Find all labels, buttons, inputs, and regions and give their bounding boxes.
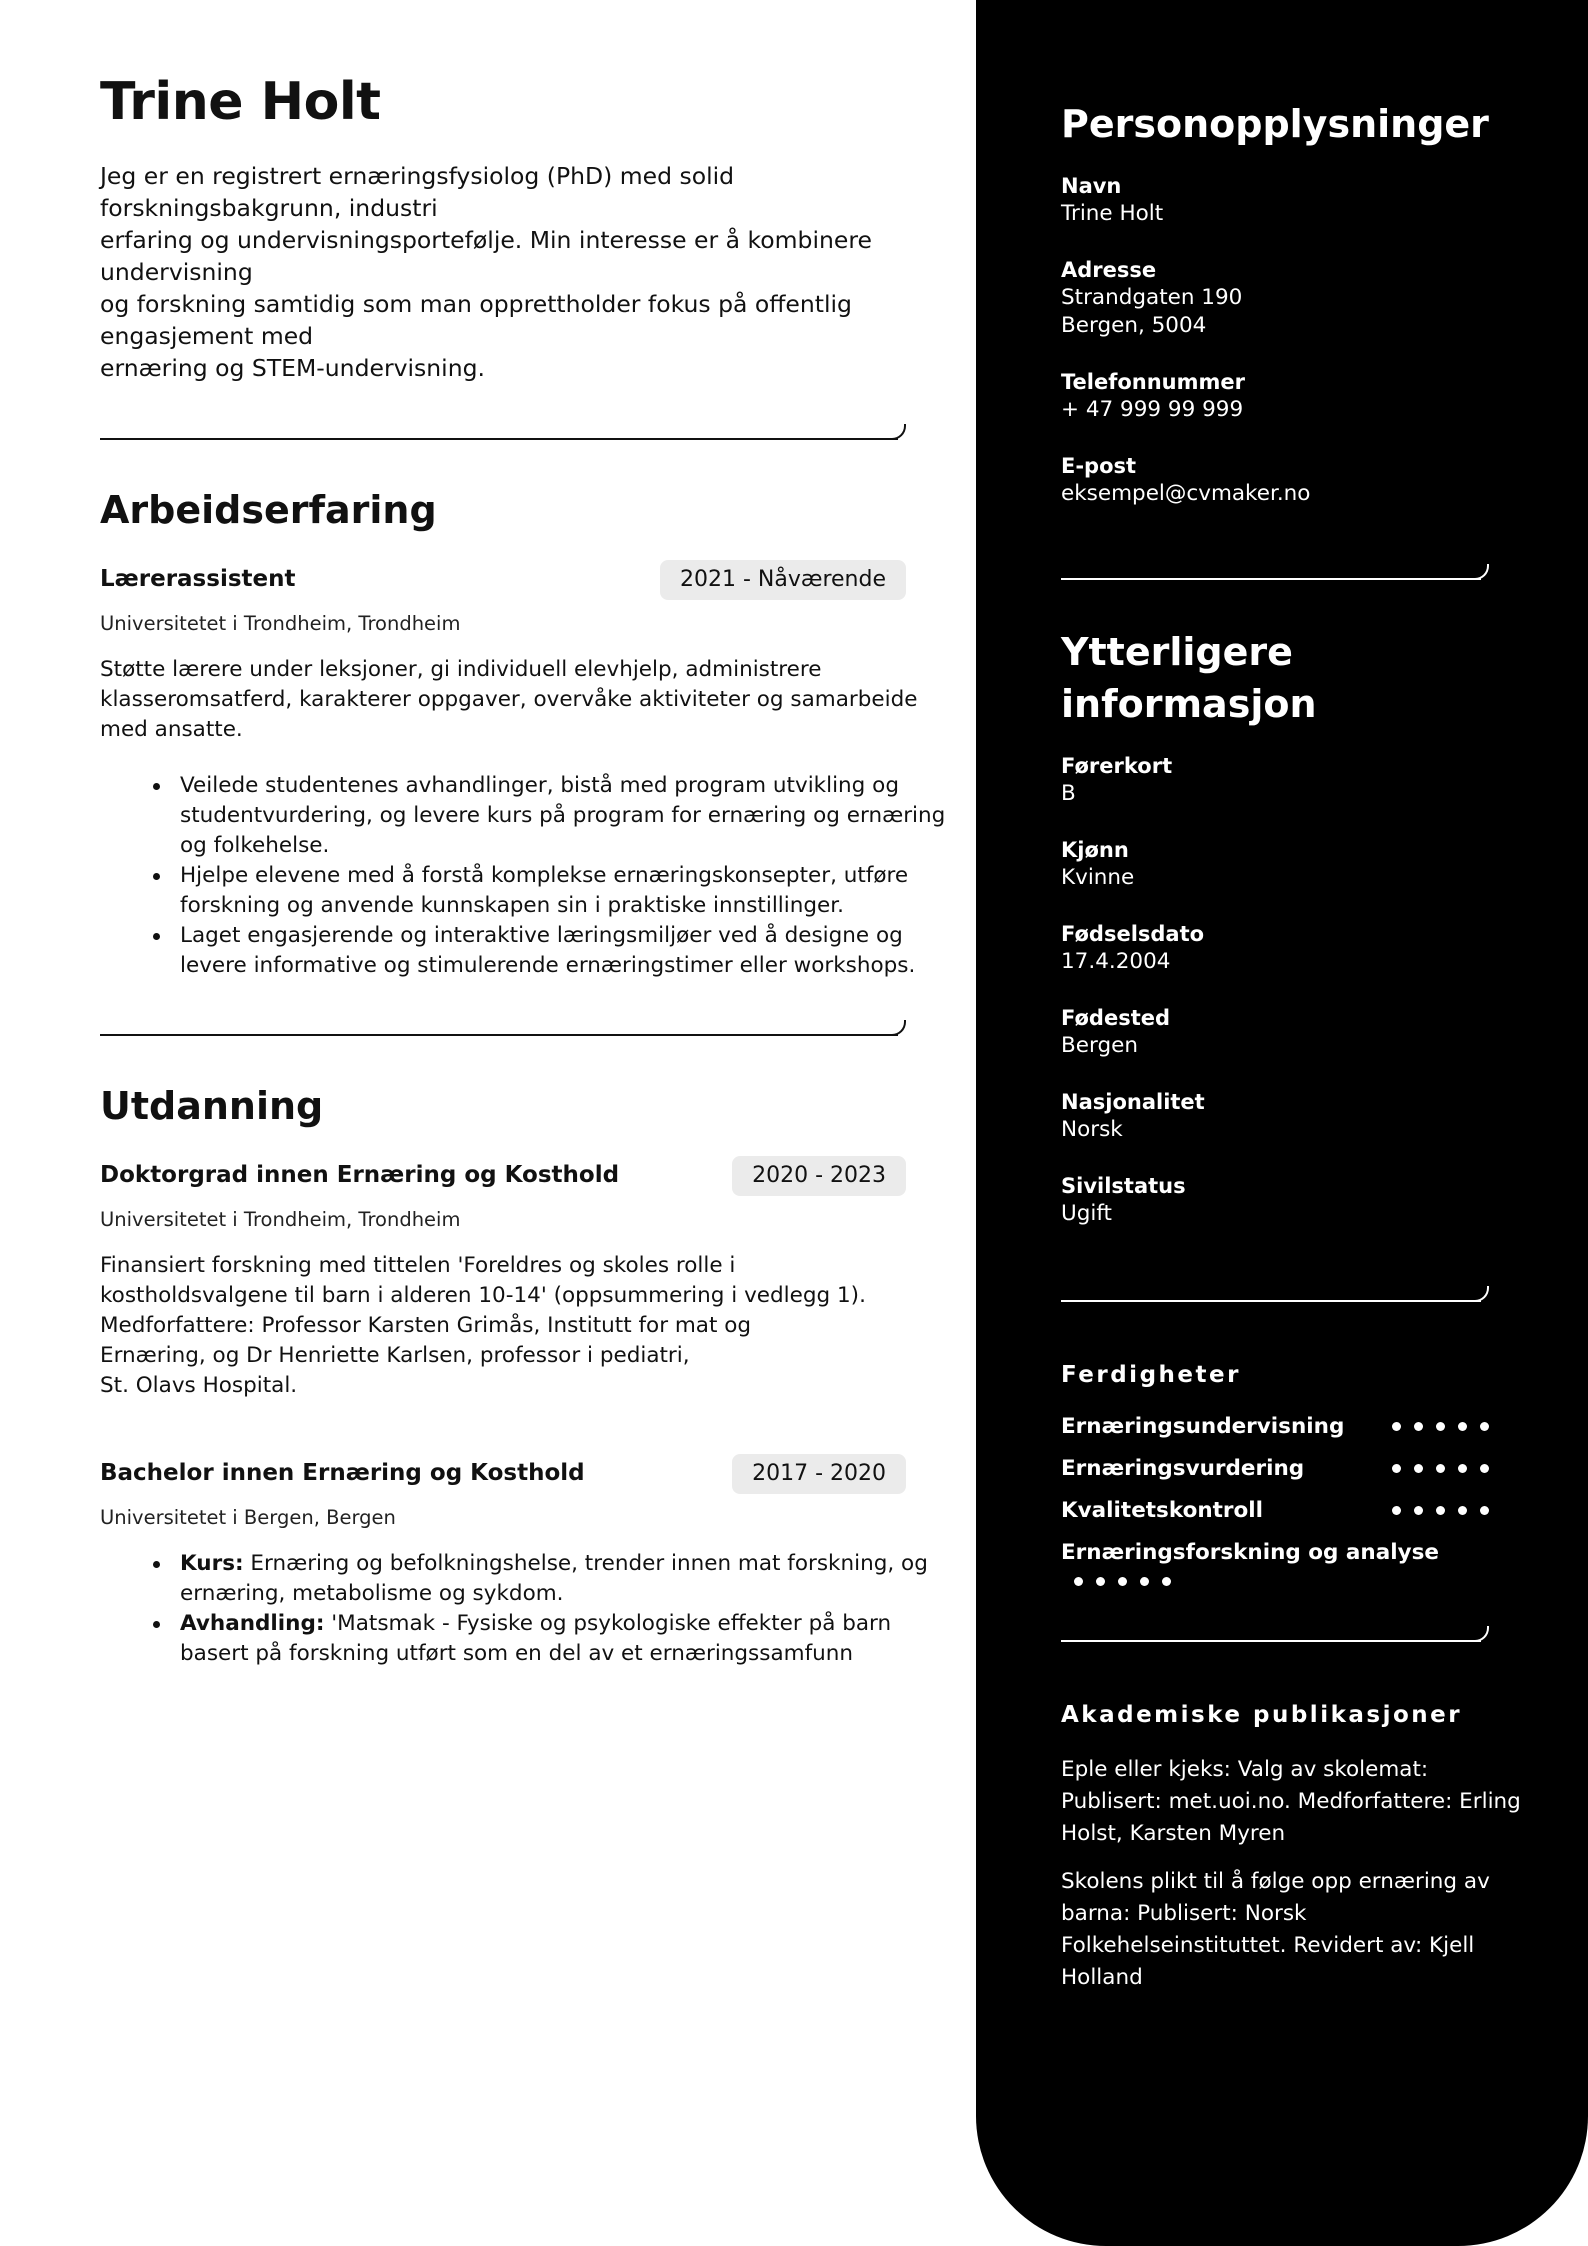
description-line: Ernæring, og Dr Henriette Karlsen, professor i pediatri, (100, 1343, 690, 1368)
field-label: Navn (1061, 174, 1122, 198)
rating-dot (1436, 1422, 1445, 1431)
description-line: Medforfattere: Professor Karsten Grimås, Institutt for mat og (100, 1313, 752, 1338)
bullet-line: basert på forskning utført som en del av et ernæringssamfunn (180, 1641, 854, 1666)
field-label: Telefonnummer (1061, 370, 1245, 394)
skill-item (1061, 1414, 1489, 1439)
rating-dot (1480, 1422, 1489, 1431)
publication-line: Holst, Karsten Myren (1061, 1821, 1286, 1846)
summary-line: ernæring og STEM-undervisning. (100, 354, 485, 382)
summary-line: undervisning (100, 258, 253, 286)
degree-bullets (100, 1549, 928, 1669)
field-label: Adresse (1061, 258, 1157, 282)
field-value: + 47 999 99 999 (1061, 397, 1244, 422)
skill-rating (1392, 1422, 1489, 1431)
skill-item (1061, 1456, 1489, 1481)
publication-item (1061, 1866, 1489, 1994)
field-gender (1061, 836, 1134, 892)
bullet-line: Veilede studentenes avhandlinger, bistå med program utvikling og (180, 773, 899, 798)
summary-line: engasjement med (100, 322, 314, 350)
rating-dot (1392, 1506, 1401, 1515)
section-divider (100, 424, 906, 440)
field-birthdate (1061, 920, 1204, 976)
bullet-item (180, 1549, 928, 1609)
bullet-line: levere informative og stimulerende ernæringstimer eller workshops. (180, 953, 916, 978)
rating-dot (1414, 1422, 1423, 1431)
education-entry-bachelor (100, 1454, 928, 1669)
description-line: med ansatte. (100, 717, 243, 742)
skill-name: Ernæringsvurdering (1061, 1456, 1305, 1481)
heading-line: Ytterligere (1061, 630, 1293, 674)
skill-name: Ernæringsundervisning (1061, 1414, 1345, 1439)
publication-line: barna: Publisert: Norsk (1061, 1901, 1307, 1926)
field-label: Fødested (1061, 1006, 1171, 1030)
bullet-label: Kurs: (180, 1551, 244, 1576)
institution: Universitetet i Trondheim, Trondheim (100, 1208, 461, 1231)
summary-line: forskningsbakgrunn, industri (100, 194, 438, 222)
publication-line: Skolens plikt til å følge opp ernæring av (1061, 1869, 1490, 1894)
rating-dot (1458, 1506, 1467, 1515)
summary-line: Jeg er en registrert ernæringsfysiolog (PhD) med solid (100, 162, 735, 190)
bullet-line: og folkehelse. (180, 833, 330, 858)
field-value: Bergen (1061, 1033, 1138, 1058)
skill-name: Ernæringsforskning og analyse (1061, 1540, 1440, 1565)
bullet-line: Hjelpe elevene med å forstå komplekse ernæringskonsepter, utføre (180, 863, 909, 888)
rating-dot (1392, 1464, 1401, 1473)
publication-line: Publisert: met.uoi.no. Medforfattere: Erling (1061, 1789, 1521, 1814)
field-phone (1061, 368, 1245, 424)
field-value: eksempel@cvmaker.no (1061, 481, 1311, 506)
institution: Universitetet i Bergen, Bergen (100, 1506, 396, 1529)
bullet-item (180, 771, 946, 861)
skill-rating (1392, 1506, 1489, 1515)
job-title: Lærerassistent (100, 566, 296, 592)
personal-info-heading: Personopplysninger (1061, 102, 1489, 146)
skill-item (1061, 1498, 1489, 1523)
education-heading: Utdanning (100, 1084, 324, 1128)
rating-dot (1392, 1422, 1401, 1431)
rating-dot (1436, 1464, 1445, 1473)
field-label: Kjønn (1061, 838, 1129, 862)
rating-dot (1436, 1506, 1445, 1515)
field-label: Fødselsdato (1061, 922, 1205, 946)
field-birthplace (1061, 1004, 1170, 1060)
heading-line: informasjon (1061, 682, 1317, 726)
bullet-line: studentvurdering, og levere kurs på program for ernæring og ernæring (180, 803, 946, 828)
bullet-text: Ernæring og befolkningshelse, trender innen mat forskning, og (243, 1551, 928, 1576)
publication-line: Holland (1061, 1965, 1143, 1990)
date-badge: 2017 - 2020 (732, 1454, 906, 1494)
sidebar-divider (1061, 1286, 1489, 1302)
rating-dot (1074, 1577, 1083, 1586)
field-label: Førerkort (1061, 754, 1173, 778)
experience-entry (100, 560, 946, 981)
description-line: St. Olavs Hospital. (100, 1373, 298, 1398)
field-value: Norsk (1061, 1117, 1123, 1142)
bullet-text: 'Matsmak - Fysiske og psykologiske effekter på barn (324, 1611, 892, 1636)
education-entry-phd (100, 1156, 906, 1401)
field-email (1061, 452, 1310, 508)
rating-dot (1458, 1464, 1467, 1473)
rating-dot (1118, 1577, 1127, 1586)
publication-line: Folkehelseinstituttet. Revidert av: Kjell (1061, 1933, 1475, 1958)
bullet-line: Laget engasjerende og interaktive læringsmiljøer ved å designe og (180, 923, 903, 948)
field-value: Bergen, 5004 (1061, 313, 1207, 338)
experience-heading: Arbeidserfaring (100, 488, 437, 532)
sidebar (976, 0, 1588, 2246)
job-description (100, 655, 918, 745)
date-badge: 2021 - Nåværende (660, 560, 906, 600)
field-label: Sivilstatus (1061, 1174, 1186, 1198)
skill-name: Kvalitetskontroll (1061, 1498, 1264, 1523)
skill-item (1061, 1540, 1489, 1586)
profile-summary (100, 160, 906, 384)
bullet-item (180, 921, 916, 981)
skill-rating (1392, 1464, 1489, 1473)
section-divider (100, 1020, 906, 1036)
field-nationality (1061, 1088, 1205, 1144)
skill-rating (1074, 1577, 1489, 1586)
publications-heading: Akademiske publikasjoner (1061, 1702, 1463, 1728)
skills-heading: Ferdigheter (1061, 1362, 1241, 1388)
rating-dot (1414, 1464, 1423, 1473)
field-name (1061, 172, 1163, 228)
additional-info-heading (1061, 626, 1317, 730)
bullet-line: ernæring, metabolisme og sykdom. (180, 1581, 564, 1606)
field-value: Ugift (1061, 1201, 1112, 1226)
date-badge: 2020 - 2023 (732, 1156, 906, 1196)
job-bullets (100, 771, 946, 981)
field-value: Strandgaten 190 (1061, 285, 1243, 310)
field-label: E-post (1061, 454, 1137, 478)
employer: Universitetet i Trondheim, Trondheim (100, 612, 461, 635)
description-line: Finansiert forskning med tittelen 'Foreldres og skoles rolle i (100, 1253, 736, 1278)
rating-dot (1162, 1577, 1171, 1586)
degree-title: Doktorgrad innen Ernæring og Kosthold (100, 1162, 620, 1188)
rating-dot (1480, 1506, 1489, 1515)
degree-description (100, 1251, 906, 1401)
publication-line: Eple eller kjeks: Valg av skolemat: (1061, 1757, 1429, 1782)
bullet-label: Avhandling: (180, 1611, 325, 1636)
field-address (1061, 256, 1242, 340)
rating-dot (1414, 1506, 1423, 1515)
summary-line: erfaring og undervisningsportefølje. Min interesse er å kombinere (100, 226, 872, 254)
field-value: Kvinne (1061, 865, 1135, 890)
candidate-name: Trine Holt (100, 72, 381, 132)
field-marital-status (1061, 1172, 1186, 1228)
summary-line: og forskning samtidig som man opprettholder fokus på offentlig (100, 290, 852, 318)
field-drivers-license (1061, 752, 1172, 808)
field-label: Nasjonalitet (1061, 1090, 1205, 1114)
publication-item (1061, 1754, 1521, 1850)
sidebar-divider (1061, 564, 1489, 580)
rating-dot (1096, 1577, 1105, 1586)
sidebar-divider (1061, 1626, 1489, 1642)
field-value: B (1061, 781, 1076, 806)
bullet-line: forskning og anvende kunnskapen sin i praktiske innstillinger. (180, 893, 844, 918)
rating-dot (1140, 1577, 1149, 1586)
field-value: Trine Holt (1061, 201, 1164, 226)
rating-dot (1458, 1422, 1467, 1431)
field-value: 17.4.2004 (1061, 949, 1171, 974)
bullet-item (180, 1609, 906, 1669)
rating-dot (1480, 1464, 1489, 1473)
description-line: kostholdsvalgene til barn i alderen 10-14' (oppsummering i vedlegg 1). (100, 1283, 866, 1308)
description-line: klasseromsatferd, karakterer oppgaver, overvåke aktiviteter og samarbeide (100, 687, 918, 712)
description-line: Støtte lærere under leksjoner, gi individuell elevhjelp, administrere (100, 657, 822, 682)
bullet-item (180, 861, 909, 921)
degree-title: Bachelor innen Ernæring og Kosthold (100, 1460, 585, 1486)
